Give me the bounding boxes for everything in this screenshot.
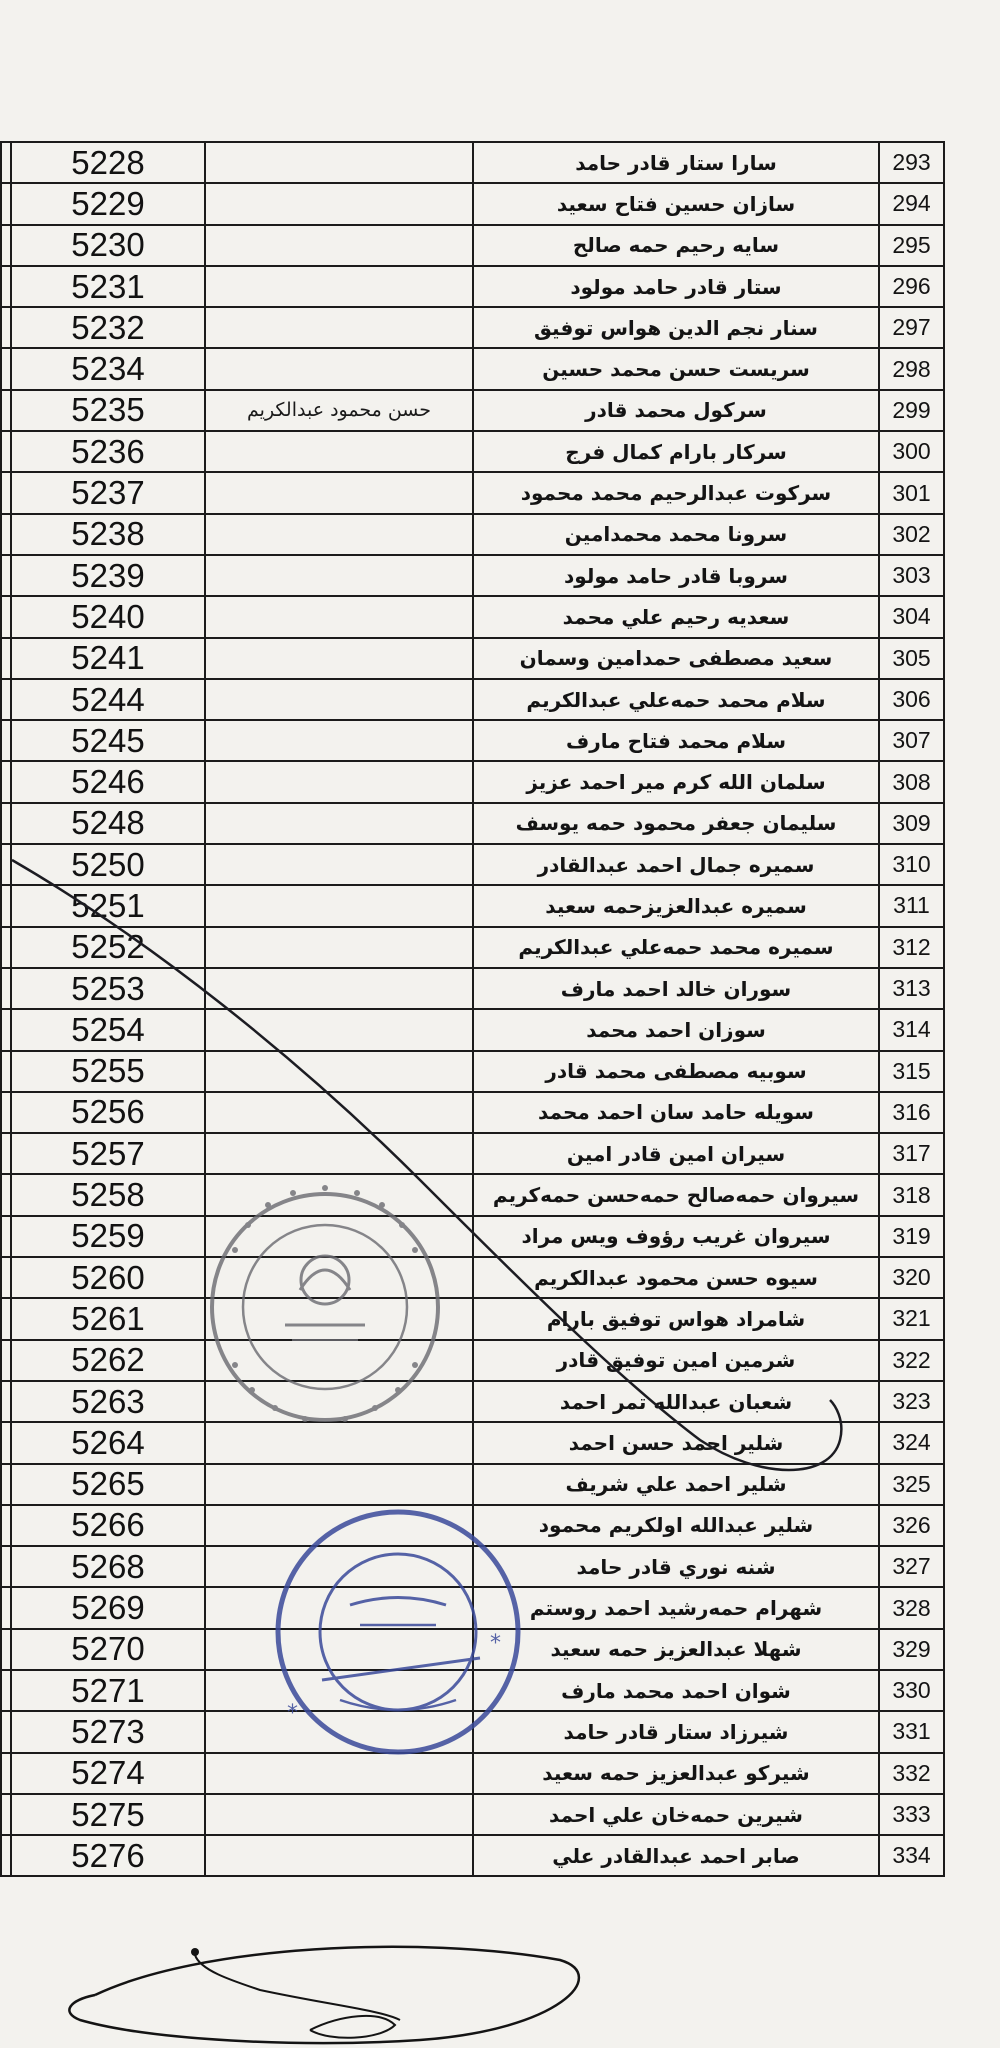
table-row [1,720,944,761]
row-number: 320 [879,1257,944,1298]
row-number: 329 [879,1629,944,1670]
row-name: ستار قادر حامد مولود [473,266,879,307]
row-code: 5260 [11,1257,205,1298]
row-note [205,761,473,802]
row-code: 5258 [11,1174,205,1215]
row-number: 312 [879,927,944,968]
row-name: شلير احمد حسن احمد [473,1422,879,1463]
row-code: 5268 [11,1546,205,1587]
row-code: 5253 [11,968,205,1009]
table-row [1,1009,944,1050]
row-edge-cell [1,1794,11,1835]
row-code: 5231 [11,266,205,307]
row-name: شهلا عبدالعزيز حمه سعيد [473,1629,879,1670]
row-name: شوان احمد محمد مارف [473,1670,879,1711]
row-code: 5241 [11,638,205,679]
row-edge-cell [1,761,11,802]
row-number: 305 [879,638,944,679]
table-row [1,555,944,596]
row-note [205,927,473,968]
row-number: 315 [879,1051,944,1092]
row-name: سنار نجم الدين هواس توفيق [473,307,879,348]
row-note [205,1422,473,1463]
row-name: سميره جمال احمد عبدالقادر [473,844,879,885]
row-note [205,1753,473,1794]
row-edge-cell [1,1711,11,1752]
table-row [1,390,944,431]
table-row [1,1464,944,1505]
row-edge-cell [1,1216,11,1257]
row-note [205,183,473,224]
row-note [205,679,473,720]
row-name: سويله حامد سان احمد محمد [473,1092,879,1133]
row-edge-cell [1,142,11,183]
row-name: سلام محمد فتاح مارف [473,720,879,761]
row-edge-cell [1,844,11,885]
row-note [205,1174,473,1215]
row-edge-cell [1,1670,11,1711]
row-name: سيوه حسن محمود عبدالكريم [473,1257,879,1298]
row-code: 5246 [11,761,205,802]
row-note [205,431,473,472]
row-name: شيرين حمه‌خان علي احمد [473,1794,879,1835]
row-number: 316 [879,1092,944,1133]
row-edge-cell [1,720,11,761]
row-number: 299 [879,390,944,431]
row-number: 303 [879,555,944,596]
row-number: 307 [879,720,944,761]
row-edge-cell [1,803,11,844]
row-name: سعديه رحيم علي محمد [473,596,879,637]
row-edge-cell [1,183,11,224]
table-row [1,142,944,183]
table-row [1,183,944,224]
table-row [1,596,944,637]
row-note [205,1629,473,1670]
row-name: سميره محمد حمه‌علي عبدالكريم [473,927,879,968]
table-row [1,1670,944,1711]
row-note [205,1546,473,1587]
row-name: سركول محمد قادر [473,390,879,431]
row-code: 5244 [11,679,205,720]
row-code: 5256 [11,1092,205,1133]
row-note [205,225,473,266]
row-note [205,1381,473,1422]
row-code: 5266 [11,1505,205,1546]
row-edge-cell [1,1505,11,1546]
row-note [205,638,473,679]
row-note [205,1505,473,1546]
table-row [1,266,944,307]
row-number: 318 [879,1174,944,1215]
table-row [1,1381,944,1422]
row-name: سركوت عبدالرحيم محمد محمود [473,472,879,513]
row-code: 5251 [11,885,205,926]
row-edge-cell [1,472,11,513]
row-code: 5270 [11,1629,205,1670]
table-row [1,1092,944,1133]
row-number: 297 [879,307,944,348]
row-name: سميره عبدالعزيزحمه سعيد [473,885,879,926]
row-edge-cell [1,596,11,637]
row-note [205,1711,473,1752]
row-code: 5248 [11,803,205,844]
table-row [1,1546,944,1587]
row-edge-cell [1,307,11,348]
row-note [205,1257,473,1298]
row-edge-cell [1,555,11,596]
row-code: 5274 [11,1753,205,1794]
row-name: سركار بارام كمال فرج [473,431,879,472]
table-row [1,1216,944,1257]
row-name: سرونا محمد محمدامين [473,514,879,555]
row-note [205,844,473,885]
row-number: 293 [879,142,944,183]
table-row [1,1340,944,1381]
row-number: 317 [879,1133,944,1174]
row-number: 295 [879,225,944,266]
row-number: 313 [879,968,944,1009]
row-edge-cell [1,927,11,968]
row-number: 308 [879,761,944,802]
row-number: 309 [879,803,944,844]
row-code: 5269 [11,1587,205,1628]
row-code: 5232 [11,307,205,348]
table-row [1,225,944,266]
row-code: 5250 [11,844,205,885]
row-code: 5264 [11,1422,205,1463]
row-name: شيركو عبدالعزيز حمه سعيد [473,1753,879,1794]
table-row [1,1133,944,1174]
table-row [1,514,944,555]
row-edge-cell [1,1133,11,1174]
table-row [1,307,944,348]
row-edge-cell [1,225,11,266]
table-row [1,1835,944,1876]
row-name: صابر احمد عبدالقادر علي [473,1835,879,1876]
row-number: 322 [879,1340,944,1381]
row-edge-cell [1,1340,11,1381]
row-note [205,1587,473,1628]
row-name: سوران خالد احمد مارف [473,968,879,1009]
row-edge-cell [1,514,11,555]
row-edge-cell [1,390,11,431]
table-row [1,348,944,389]
row-code: 5262 [11,1340,205,1381]
row-edge-cell [1,1422,11,1463]
svg-text:*: * [490,1631,501,1656]
row-edge-cell [1,1298,11,1339]
table-row [1,472,944,513]
table-row [1,927,944,968]
row-number: 323 [879,1381,944,1422]
table-row [1,1753,944,1794]
row-edge-cell [1,638,11,679]
row-number: 314 [879,1009,944,1050]
table-row [1,1629,944,1670]
row-note [205,1340,473,1381]
row-name: شلير عبدالله اولكريم محمود [473,1505,879,1546]
table-row [1,1422,944,1463]
row-number: 298 [879,348,944,389]
row-code: 5259 [11,1216,205,1257]
table-row [1,431,944,472]
row-note [205,968,473,1009]
row-code: 5276 [11,1835,205,1876]
table-row [1,1711,944,1752]
row-code: 5273 [11,1711,205,1752]
row-name: سعيد مصطفى حمدامين وسمان [473,638,879,679]
row-edge-cell [1,1464,11,1505]
row-name: شعبان عبدالله تمر احمد [473,1381,879,1422]
row-note [205,596,473,637]
row-number: 306 [879,679,944,720]
row-edge-cell [1,1051,11,1092]
table-row [1,1794,944,1835]
row-number: 310 [879,844,944,885]
row-number: 327 [879,1546,944,1587]
row-code: 5261 [11,1298,205,1339]
table-row [1,1051,944,1092]
row-code: 5257 [11,1133,205,1174]
row-name: سازان حسين فتاح سعيد [473,183,879,224]
roster-table [0,141,945,1877]
row-edge-cell [1,968,11,1009]
table-row [1,1587,944,1628]
row-note [205,885,473,926]
row-number: 304 [879,596,944,637]
table-row [1,1505,944,1546]
table-row [1,1174,944,1215]
row-name: سوزان احمد محمد [473,1009,879,1050]
row-code: 5255 [11,1051,205,1092]
row-code: 5229 [11,183,205,224]
row-name: سايه رحيم حمه صالح [473,225,879,266]
row-note [205,555,473,596]
row-edge-cell [1,1092,11,1133]
row-note [205,1216,473,1257]
row-name: سيران امين قادر امين [473,1133,879,1174]
row-note [205,348,473,389]
handwritten-signature [69,1947,579,2043]
row-code: 5230 [11,225,205,266]
row-edge-cell [1,1381,11,1422]
row-name: شيرزاد ستار قادر حامد [473,1711,879,1752]
row-code: 5240 [11,596,205,637]
row-number: 331 [879,1711,944,1752]
row-edge-cell [1,1174,11,1215]
table-row [1,761,944,802]
row-note [205,1464,473,1505]
row-number: 301 [879,472,944,513]
row-code: 5236 [11,431,205,472]
row-number: 324 [879,1422,944,1463]
row-number: 319 [879,1216,944,1257]
row-code: 5271 [11,1670,205,1711]
row-edge-cell [1,1009,11,1050]
row-name: سوبيه مصطفى محمد قادر [473,1051,879,1092]
row-edge-cell [1,1587,11,1628]
row-code: 5265 [11,1464,205,1505]
table-row [1,1257,944,1298]
table-row [1,638,944,679]
row-code: 5275 [11,1794,205,1835]
row-code: 5254 [11,1009,205,1050]
row-note [205,1133,473,1174]
row-code: 5252 [11,927,205,968]
row-number: 326 [879,1505,944,1546]
row-edge-cell [1,1257,11,1298]
row-number: 300 [879,431,944,472]
row-number: 330 [879,1670,944,1711]
row-note: حسن محمود عبدالكريم [205,390,473,431]
row-note [205,803,473,844]
table-row [1,1298,944,1339]
row-name: سروبا قادر حامد مولود [473,555,879,596]
row-code: 5228 [11,142,205,183]
row-name: سلمان الله كرم مير احمد عزيز [473,761,879,802]
row-edge-cell [1,431,11,472]
row-number: 321 [879,1298,944,1339]
roster-table-body [1,142,944,1876]
row-number: 334 [879,1835,944,1876]
row-number: 302 [879,514,944,555]
row-number: 294 [879,183,944,224]
row-edge-cell [1,1835,11,1876]
row-number: 325 [879,1464,944,1505]
row-number: 332 [879,1753,944,1794]
row-name: شرمين امين توفيق قادر [473,1340,879,1381]
row-name: شامراد هواس توفيق بارام [473,1298,879,1339]
row-edge-cell [1,1753,11,1794]
row-note [205,1835,473,1876]
row-note [205,514,473,555]
row-number: 328 [879,1587,944,1628]
row-edge-cell [1,1629,11,1670]
table-row [1,885,944,926]
row-number: 311 [879,885,944,926]
row-name: سيروان حمه‌صالح حمه‌حسن حمه‌كريم [473,1174,879,1215]
row-edge-cell [1,1546,11,1587]
row-name: شلير احمد علي شريف [473,1464,879,1505]
row-code: 5239 [11,555,205,596]
row-edge-cell [1,679,11,720]
row-code: 5245 [11,720,205,761]
row-name: سليمان جعفر محمود حمه يوسف [473,803,879,844]
row-code: 5235 [11,390,205,431]
svg-text:*: * [287,1701,298,1726]
row-code: 5238 [11,514,205,555]
table-row [1,968,944,1009]
row-note [205,1051,473,1092]
row-note [205,720,473,761]
row-name: سارا ستار قادر حامد [473,142,879,183]
row-note [205,142,473,183]
row-name: شهرام حمه‌رشيد احمد روستم [473,1587,879,1628]
row-code: 5237 [11,472,205,513]
table-row [1,679,944,720]
row-note [205,1670,473,1711]
table-row [1,844,944,885]
row-name: شنه نوري قادر حامد [473,1546,879,1587]
row-code: 5263 [11,1381,205,1422]
row-note [205,266,473,307]
row-note [205,1092,473,1133]
row-note [205,1298,473,1339]
row-note [205,307,473,348]
row-note [205,1794,473,1835]
row-note [205,472,473,513]
row-code: 5234 [11,348,205,389]
row-name: سيروان غريب رؤوف ويس مراد [473,1216,879,1257]
table-row [1,803,944,844]
row-edge-cell [1,266,11,307]
row-number: 333 [879,1794,944,1835]
row-name: سريست حسن محمد حسين [473,348,879,389]
row-note [205,1009,473,1050]
row-number: 296 [879,266,944,307]
row-edge-cell [1,885,11,926]
row-edge-cell [1,348,11,389]
row-name: سلام محمد حمه‌علي عبدالكريم [473,679,879,720]
